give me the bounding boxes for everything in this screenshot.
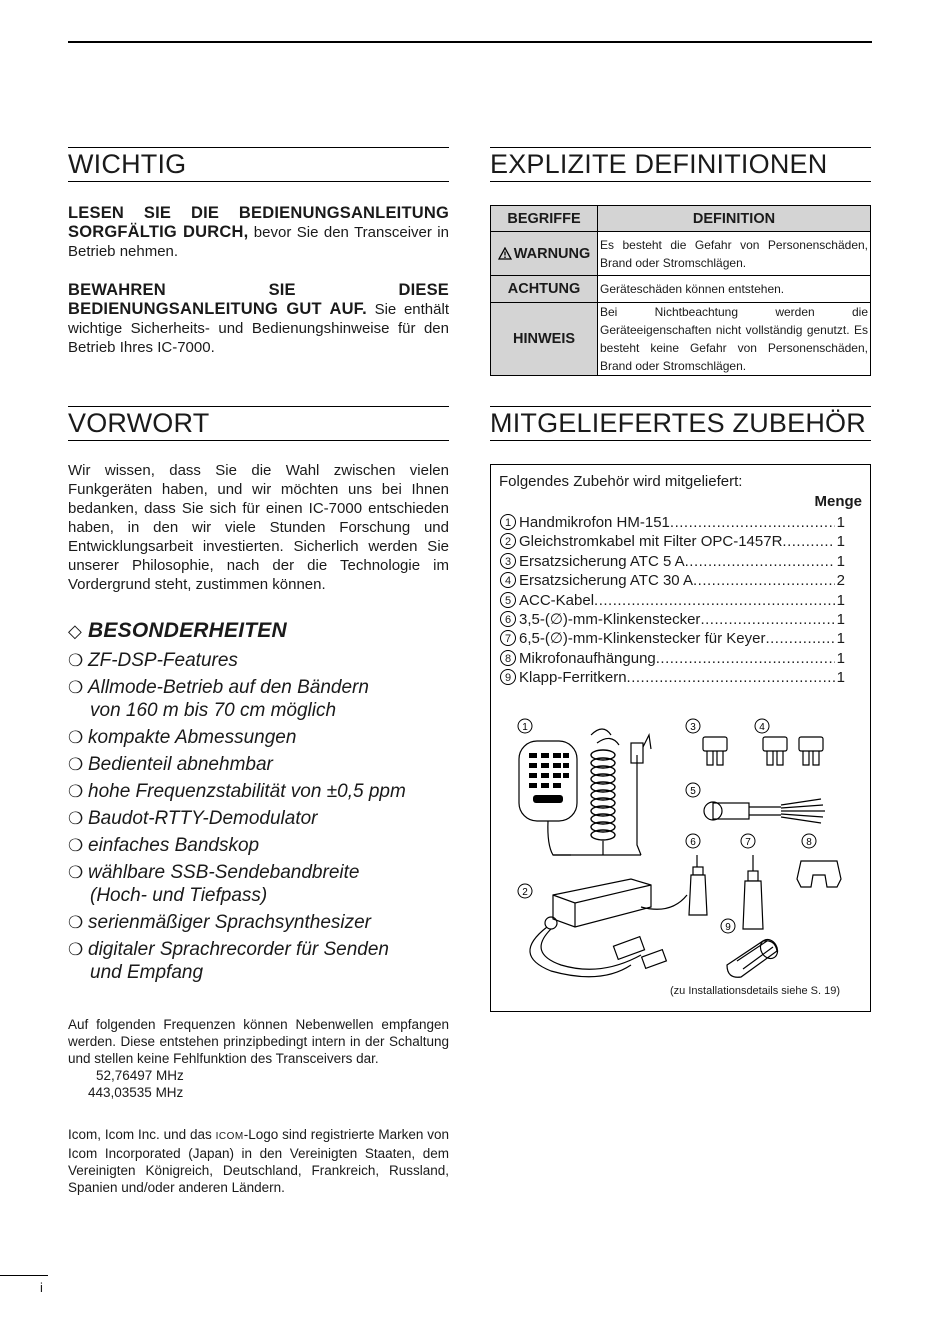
section-title-zubehoer: MITGELIEFERTES ZUBEHÖR xyxy=(490,406,871,441)
feature-item: ❍ ZF-DSP-Features xyxy=(68,650,238,671)
section-title-wichtig: WICHTIG xyxy=(68,147,449,182)
term-hinweis: HINWEIS xyxy=(491,303,598,376)
warning-triangle-icon xyxy=(498,247,512,260)
trademark-text-b: -Logo sind registrierte Marken von Icom Incorporated (Japan) in den Vereinigten Staaten, dem Vereinigten Königreich, Deutschland, Frankreich, Russland, Spanien und/oder anderen Ländern. xyxy=(68,1127,449,1195)
nebenwellen-paragraph xyxy=(68,1016,449,1101)
besonderheiten-title: BESONDERHEITEN xyxy=(88,619,287,642)
circle-bullet-icon: ❍ xyxy=(68,940,84,959)
accessory-item: 7 6,5-(∅)-mm-Klinkenstecker für Keyer ..... 1 xyxy=(499,629,845,648)
term-warnung xyxy=(491,232,598,276)
figure-label-2 xyxy=(518,884,532,898)
figure-label-5 xyxy=(686,783,700,797)
trademark-text-a: Icom, Icom Inc. und das xyxy=(68,1127,216,1142)
figure-label-3 xyxy=(686,719,700,733)
quantity-header: Menge xyxy=(814,493,862,510)
figure-label-6 xyxy=(686,834,700,848)
accessories-illustration xyxy=(491,715,870,995)
besonderheiten-heading xyxy=(68,619,287,643)
accessory-item: 4 Ersatzsicherung ATC 30 A ..... 2 xyxy=(499,571,845,590)
circle-bullet-icon: ❍ xyxy=(68,782,84,801)
circle-bullet-icon: ❍ xyxy=(68,728,84,747)
definitions-row-hinweis xyxy=(491,303,871,376)
feature-item: ❍ Baudot-RTTY-Demodulator xyxy=(68,808,318,829)
figure-label-7 xyxy=(741,834,755,848)
icom-logo: ICOM xyxy=(215,1131,244,1142)
frequency-2: 443,03535 MHz xyxy=(88,1085,184,1100)
circle-bullet-icon: ❍ xyxy=(68,809,84,828)
dc-cable-drawing xyxy=(530,879,687,977)
ferrite-core-drawing xyxy=(727,936,781,977)
col-header-definition: DEFINITION xyxy=(598,206,871,232)
figure-note: (zu Installationsdetails siehe S. 19) xyxy=(670,985,840,997)
feature-item: ❍ kompakte Abmessungen xyxy=(68,727,297,748)
section-title-definitionen: EXPLIZITE DEFINITIONEN xyxy=(490,147,871,182)
circle-bullet-icon: ❍ xyxy=(68,913,84,932)
accessories-box xyxy=(490,464,871,1012)
accessory-item: 3 Ersatzsicherung ATC 5 A ..... 1 xyxy=(499,552,845,571)
page-number-rule xyxy=(0,1275,48,1295)
accessory-item: 1 Handmikrofon HM-151 ..... 1 xyxy=(499,513,845,532)
svg-text:1: 1 xyxy=(522,722,528,733)
figure-label-1 xyxy=(518,719,532,733)
wichtig-paragraph-2 xyxy=(68,281,449,357)
circle-bullet-icon: ❍ xyxy=(68,863,84,882)
def-hinweis: Bei Nichtbeachtung werden die Geräteeigenschaften nicht vollständig genutzt. Es besteht keine Gefahr von Personenschäden, Brand oder Stromschlägen. xyxy=(598,303,871,376)
wichtig-p2-bold: BEWAHREN SIE DIESE BEDIENUNGSANLEITUNG GUT AUF. xyxy=(68,281,449,318)
svg-text:6: 6 xyxy=(690,837,696,848)
definitions-row-warnung xyxy=(491,232,871,276)
feature-item: ❍ hohe Frequenzstabilität von ±0,5 ppm xyxy=(68,781,406,802)
svg-text:5: 5 xyxy=(690,786,696,797)
trademark-paragraph xyxy=(68,1126,449,1196)
feature-item: ❍ Bedienteil abnehmbar xyxy=(68,754,273,775)
accessory-item: 5 ACC-Kabel ..... 1 xyxy=(499,591,845,610)
definitions-table xyxy=(490,205,871,376)
term-warnung-label: WARNUNG xyxy=(513,245,591,262)
svg-text:4: 4 xyxy=(759,722,765,733)
fuse-30a-drawing-1 xyxy=(763,737,787,765)
def-warnung: Es besteht die Gefahr von Personenschäden, Brand oder Stromschlägen. xyxy=(598,232,871,276)
nebenwellen-text: Auf folgenden Frequenzen können Nebenwellen empfangen werden. Diese entstehen prinzipbedingt intern in der Schaltung und stellen keine Fehlfunktion des Transceivers dar. xyxy=(68,1017,449,1066)
top-rule xyxy=(68,41,872,43)
feature-item: ❍ wählbare SSB-Sendebandbreite (Hoch- und Tiefpass) xyxy=(68,862,360,906)
plug-6-5mm-drawing xyxy=(743,855,763,929)
diamond-icon: ◇ xyxy=(68,621,83,641)
figure-label-9 xyxy=(721,919,735,933)
wichtig-paragraph-1 xyxy=(68,204,449,261)
section-title-vorwort: VORWORT xyxy=(68,406,449,441)
svg-text:9: 9 xyxy=(725,922,731,933)
circle-bullet-icon: ❍ xyxy=(68,755,84,774)
term-achtung: ACHTUNG xyxy=(491,276,598,303)
svg-text:8: 8 xyxy=(806,837,812,848)
fuse-5a-drawing xyxy=(703,737,727,765)
vorwort-paragraph: Wir wissen, dass Sie die Wahl zwischen vielen Funkgeräten haben, und wir möchten uns bei Ihnen bedanken, dass Sie sich für einen IC-7000 entschieden haben, in den wir viele Stunden Forschung und Entwicklungsarbeit investierten. Sicherlich werden Sie unserer Philosophie, nach der die Technologie im Vordergrund steht, zustimmen können. xyxy=(68,462,449,593)
col-header-begriffe: BEGRIFFE xyxy=(491,206,598,232)
figure-label-4 xyxy=(755,719,769,733)
features-list xyxy=(68,649,458,988)
fuse-30a-drawing-2 xyxy=(799,737,823,765)
feature-item: ❍ Allmode-Betrieb auf den Bändern von 160 m bis 70 cm möglich xyxy=(68,677,369,721)
figure-label-8 xyxy=(802,834,816,848)
svg-text:2: 2 xyxy=(522,887,528,898)
circle-bullet-icon: ❍ xyxy=(68,836,84,855)
feature-item: ❍ serienmäßiger Sprachsynthesizer xyxy=(68,912,372,933)
accessory-item: 9 Klapp-Ferritkern ..... 1 xyxy=(499,668,845,687)
circle-bullet-icon: ❍ xyxy=(68,651,84,670)
microphone-drawing xyxy=(519,729,651,855)
feature-item: ❍ digitaler Sprachrecorder für Senden und Empfang xyxy=(68,939,390,983)
wichtig-p1-bold: LESEN SIE DIE BEDIENUNGSANLEITUNG SORGFÄLTIG DURCH, xyxy=(68,204,449,241)
accessories-intro: Folgendes Zubehör wird mitgeliefert: xyxy=(499,473,743,490)
wichtig-p2-rest: Sie enthält wichtige Sicherheits- und Bedienungshinweise für den Betrieb Ihres IC-7000. xyxy=(68,301,449,356)
accessory-item: 2 Gleichstromkabel mit Filter OPC-1457R ..... 1 xyxy=(499,532,845,551)
accessory-item: 6 3,5-(∅)-mm-Klinkenstecker ..... 1 xyxy=(499,610,845,629)
svg-text:3: 3 xyxy=(690,722,696,733)
mic-hanger-drawing xyxy=(797,861,841,887)
feature-item: ❍ einfaches Bandskop xyxy=(68,835,260,856)
definitions-row-achtung xyxy=(491,276,871,303)
svg-text:7: 7 xyxy=(745,837,751,848)
wichtig-p1-rest: bevor Sie den Transceiver in Betrieb nehmen. xyxy=(68,224,449,260)
acc-cable-drawing xyxy=(704,799,825,823)
def-achtung: Geräteschäden können entstehen. xyxy=(598,276,871,303)
frequency-1: 52,76497 MHz xyxy=(96,1068,184,1083)
plug-3-5mm-drawing xyxy=(689,855,707,915)
circle-bullet-icon: ❍ xyxy=(68,678,84,697)
definitions-header-row xyxy=(491,206,871,232)
page-number: i xyxy=(40,1280,43,1295)
accessory-item: 8 Mikrofonaufhängung ..... 1 xyxy=(499,649,845,668)
accessories-list xyxy=(499,513,845,688)
